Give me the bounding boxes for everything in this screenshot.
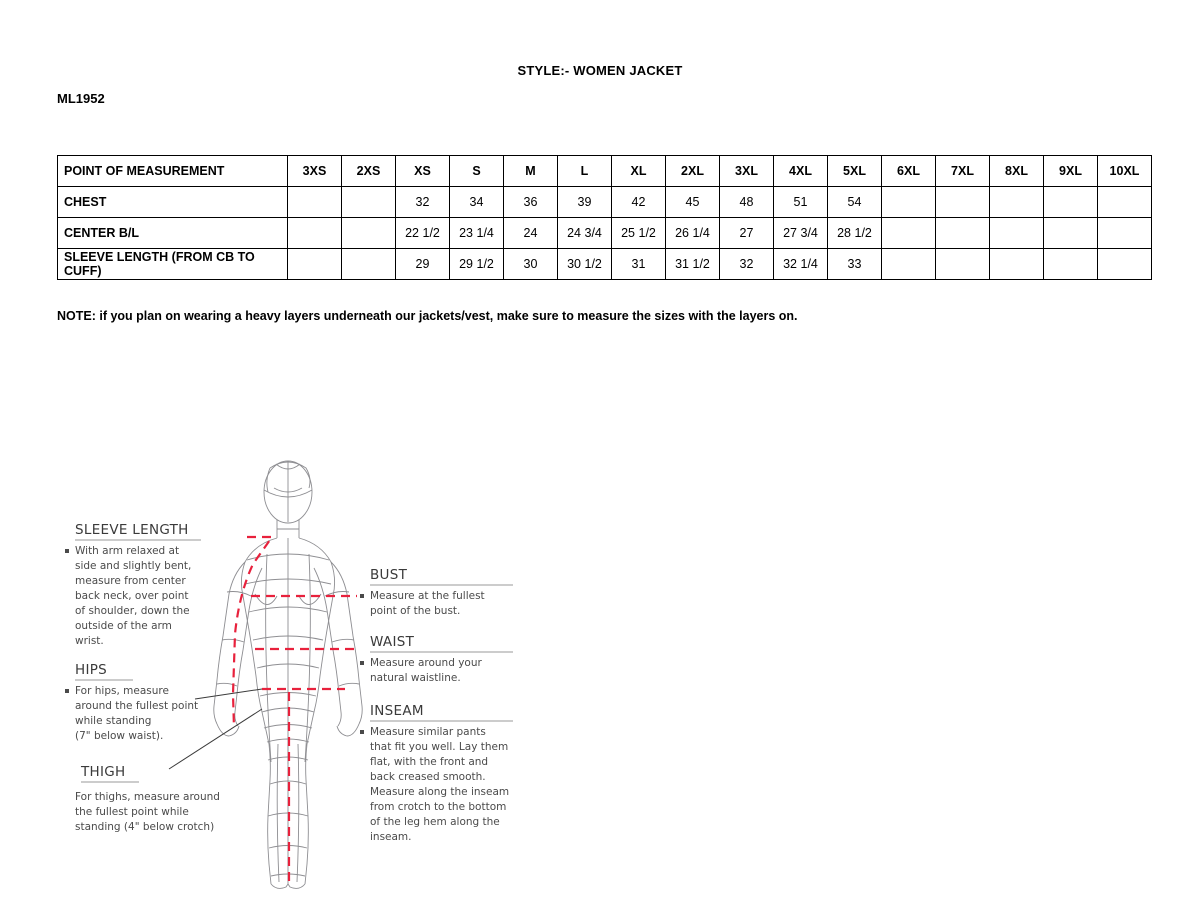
waist-line-1: Measure around your [370,657,482,669]
page-title: STYLE:- WOMEN JACKET [517,63,683,78]
cell: 32 [720,249,774,280]
row-label-sleeve-length: SLEEVE LENGTH (FROM CB TO CUFF) [58,249,288,280]
sleeve-length-line-7: wrist. [75,635,104,647]
table-header-row [58,156,1152,187]
hips-leader-line [195,689,262,699]
cell: 32 1/4 [774,249,828,280]
cell: 34 [450,187,504,218]
hips-line-1: For hips, measure [75,685,169,697]
column-header-9xl: 9XL [1044,156,1098,187]
column-header-5xl: 5XL [828,156,882,187]
column-header-3xs: 3XS [288,156,342,187]
thigh-title: THIGH [81,764,126,780]
label-inseam [360,703,513,843]
hips-line-2: around the fullest point [75,700,199,712]
cell: 31 1/2 [666,249,720,280]
inseam-title: INSEAM [370,703,424,719]
row-label-chest: CHEST [58,187,288,218]
cell: 54 [828,187,882,218]
label-sleeve-length [65,522,201,647]
cell [936,187,990,218]
sleeve-length-line-2: side and slightly bent, [75,560,192,572]
column-header-3xl: 3XL [720,156,774,187]
measurement-figure [57,444,519,894]
inseam-line-8: inseam. [370,831,412,843]
cell: 45 [666,187,720,218]
inseam-line-6: from crotch to the bottom [370,801,507,813]
cell [288,249,342,280]
inseam-line-4: back creased smooth. [370,771,486,783]
column-header-xs: XS [396,156,450,187]
column-header-6xl: 6XL [882,156,936,187]
cell: 39 [558,187,612,218]
cell: 22 1/2 [396,218,450,249]
bust-title: BUST [370,567,408,583]
inseam-line-1: Measure similar pants [370,726,486,738]
style-code: ML1952 [57,91,105,106]
body-figure-icon [214,461,362,888]
cell [342,187,396,218]
measurement-note: NOTE: if you plan on wearing a heavy layers underneath our jackets/vest, make sure to measure the sizes with the layers on. [57,309,798,323]
hips-title: HIPS [75,662,108,678]
cell [882,187,936,218]
cell: 24 3/4 [558,218,612,249]
cell: 33 [828,249,882,280]
column-header-l: L [558,156,612,187]
cell: 51 [774,187,828,218]
sleeve-length-line-4: back neck, over point [75,590,189,602]
cell: 27 3/4 [774,218,828,249]
size-chart-table [57,155,1152,280]
cell: 32 [396,187,450,218]
column-header-2xl: 2XL [666,156,720,187]
cell [1098,249,1152,280]
bullet-icon [360,661,364,665]
column-header-10xl: 10XL [1098,156,1152,187]
cell: 48 [720,187,774,218]
cell [1098,218,1152,249]
column-header-xl: XL [612,156,666,187]
thigh-leader-line [169,709,262,769]
inseam-line-2: that fit you well. Lay them [370,741,509,753]
cell: 27 [720,218,774,249]
table-row [58,249,1152,280]
cell: 28 1/2 [828,218,882,249]
thigh-line-2: the fullest point while [75,806,189,818]
cell [1044,218,1098,249]
row-label-center-bl: CENTER B/L [58,218,288,249]
cell: 31 [612,249,666,280]
sleeve-length-line-3: measure from center [75,575,186,587]
sleeve-length-title: SLEEVE LENGTH [75,522,189,538]
waist-title: WAIST [370,634,415,650]
cell [1098,187,1152,218]
column-header-8xl: 8XL [990,156,1044,187]
label-waist [360,634,513,684]
label-thigh [75,764,220,833]
column-header-m: M [504,156,558,187]
thigh-line-1: For thighs, measure around [75,791,220,803]
waist-line-2: natural waistline. [370,672,461,684]
hips-line-4: (7" below waist). [75,730,164,742]
measurement-guides-icon [233,537,357,884]
inseam-line-5: Measure along the inseam [370,786,510,798]
cell [1044,187,1098,218]
sleeve-length-line-1: With arm relaxed at [75,545,180,557]
cell: 36 [504,187,558,218]
cell [882,218,936,249]
column-header-2xs: 2XS [342,156,396,187]
table-row [58,187,1152,218]
cell: 29 [396,249,450,280]
cell [936,249,990,280]
column-header-4xl: 4XL [774,156,828,187]
label-bust [360,567,513,617]
sleeve-length-line-6: outside of the arm [75,620,172,632]
cell [288,187,342,218]
cell [288,218,342,249]
sleeve-length-line-5: of shoulder, down the [75,605,190,617]
inseam-line-7: of the leg hem along the [370,816,500,828]
bullet-icon [360,594,364,598]
column-header-s: S [450,156,504,187]
table-row [58,218,1152,249]
cell: 29 1/2 [450,249,504,280]
bullet-icon [65,689,69,693]
cell: 24 [504,218,558,249]
cell: 30 [504,249,558,280]
cell: 30 1/2 [558,249,612,280]
cell [990,218,1044,249]
cell: 42 [612,187,666,218]
thigh-line-3: standing (4" below crotch) [75,821,215,833]
cell: 25 1/2 [612,218,666,249]
cell [936,218,990,249]
label-hips [65,662,198,742]
column-header-pom: POINT OF MEASUREMENT [58,156,288,187]
cell [342,249,396,280]
cell [882,249,936,280]
cell: 26 1/4 [666,218,720,249]
cell [990,187,1044,218]
cell [1044,249,1098,280]
bullet-icon [360,730,364,734]
bust-line-2: point of the bust. [370,605,461,617]
column-header-7xl: 7XL [936,156,990,187]
cell [342,218,396,249]
bullet-icon [65,549,69,553]
cell [990,249,1044,280]
hips-line-3: while standing [75,715,152,727]
cell: 23 1/4 [450,218,504,249]
inseam-line-3: flat, with the front and [370,756,489,768]
bust-line-1: Measure at the fullest [370,590,485,602]
